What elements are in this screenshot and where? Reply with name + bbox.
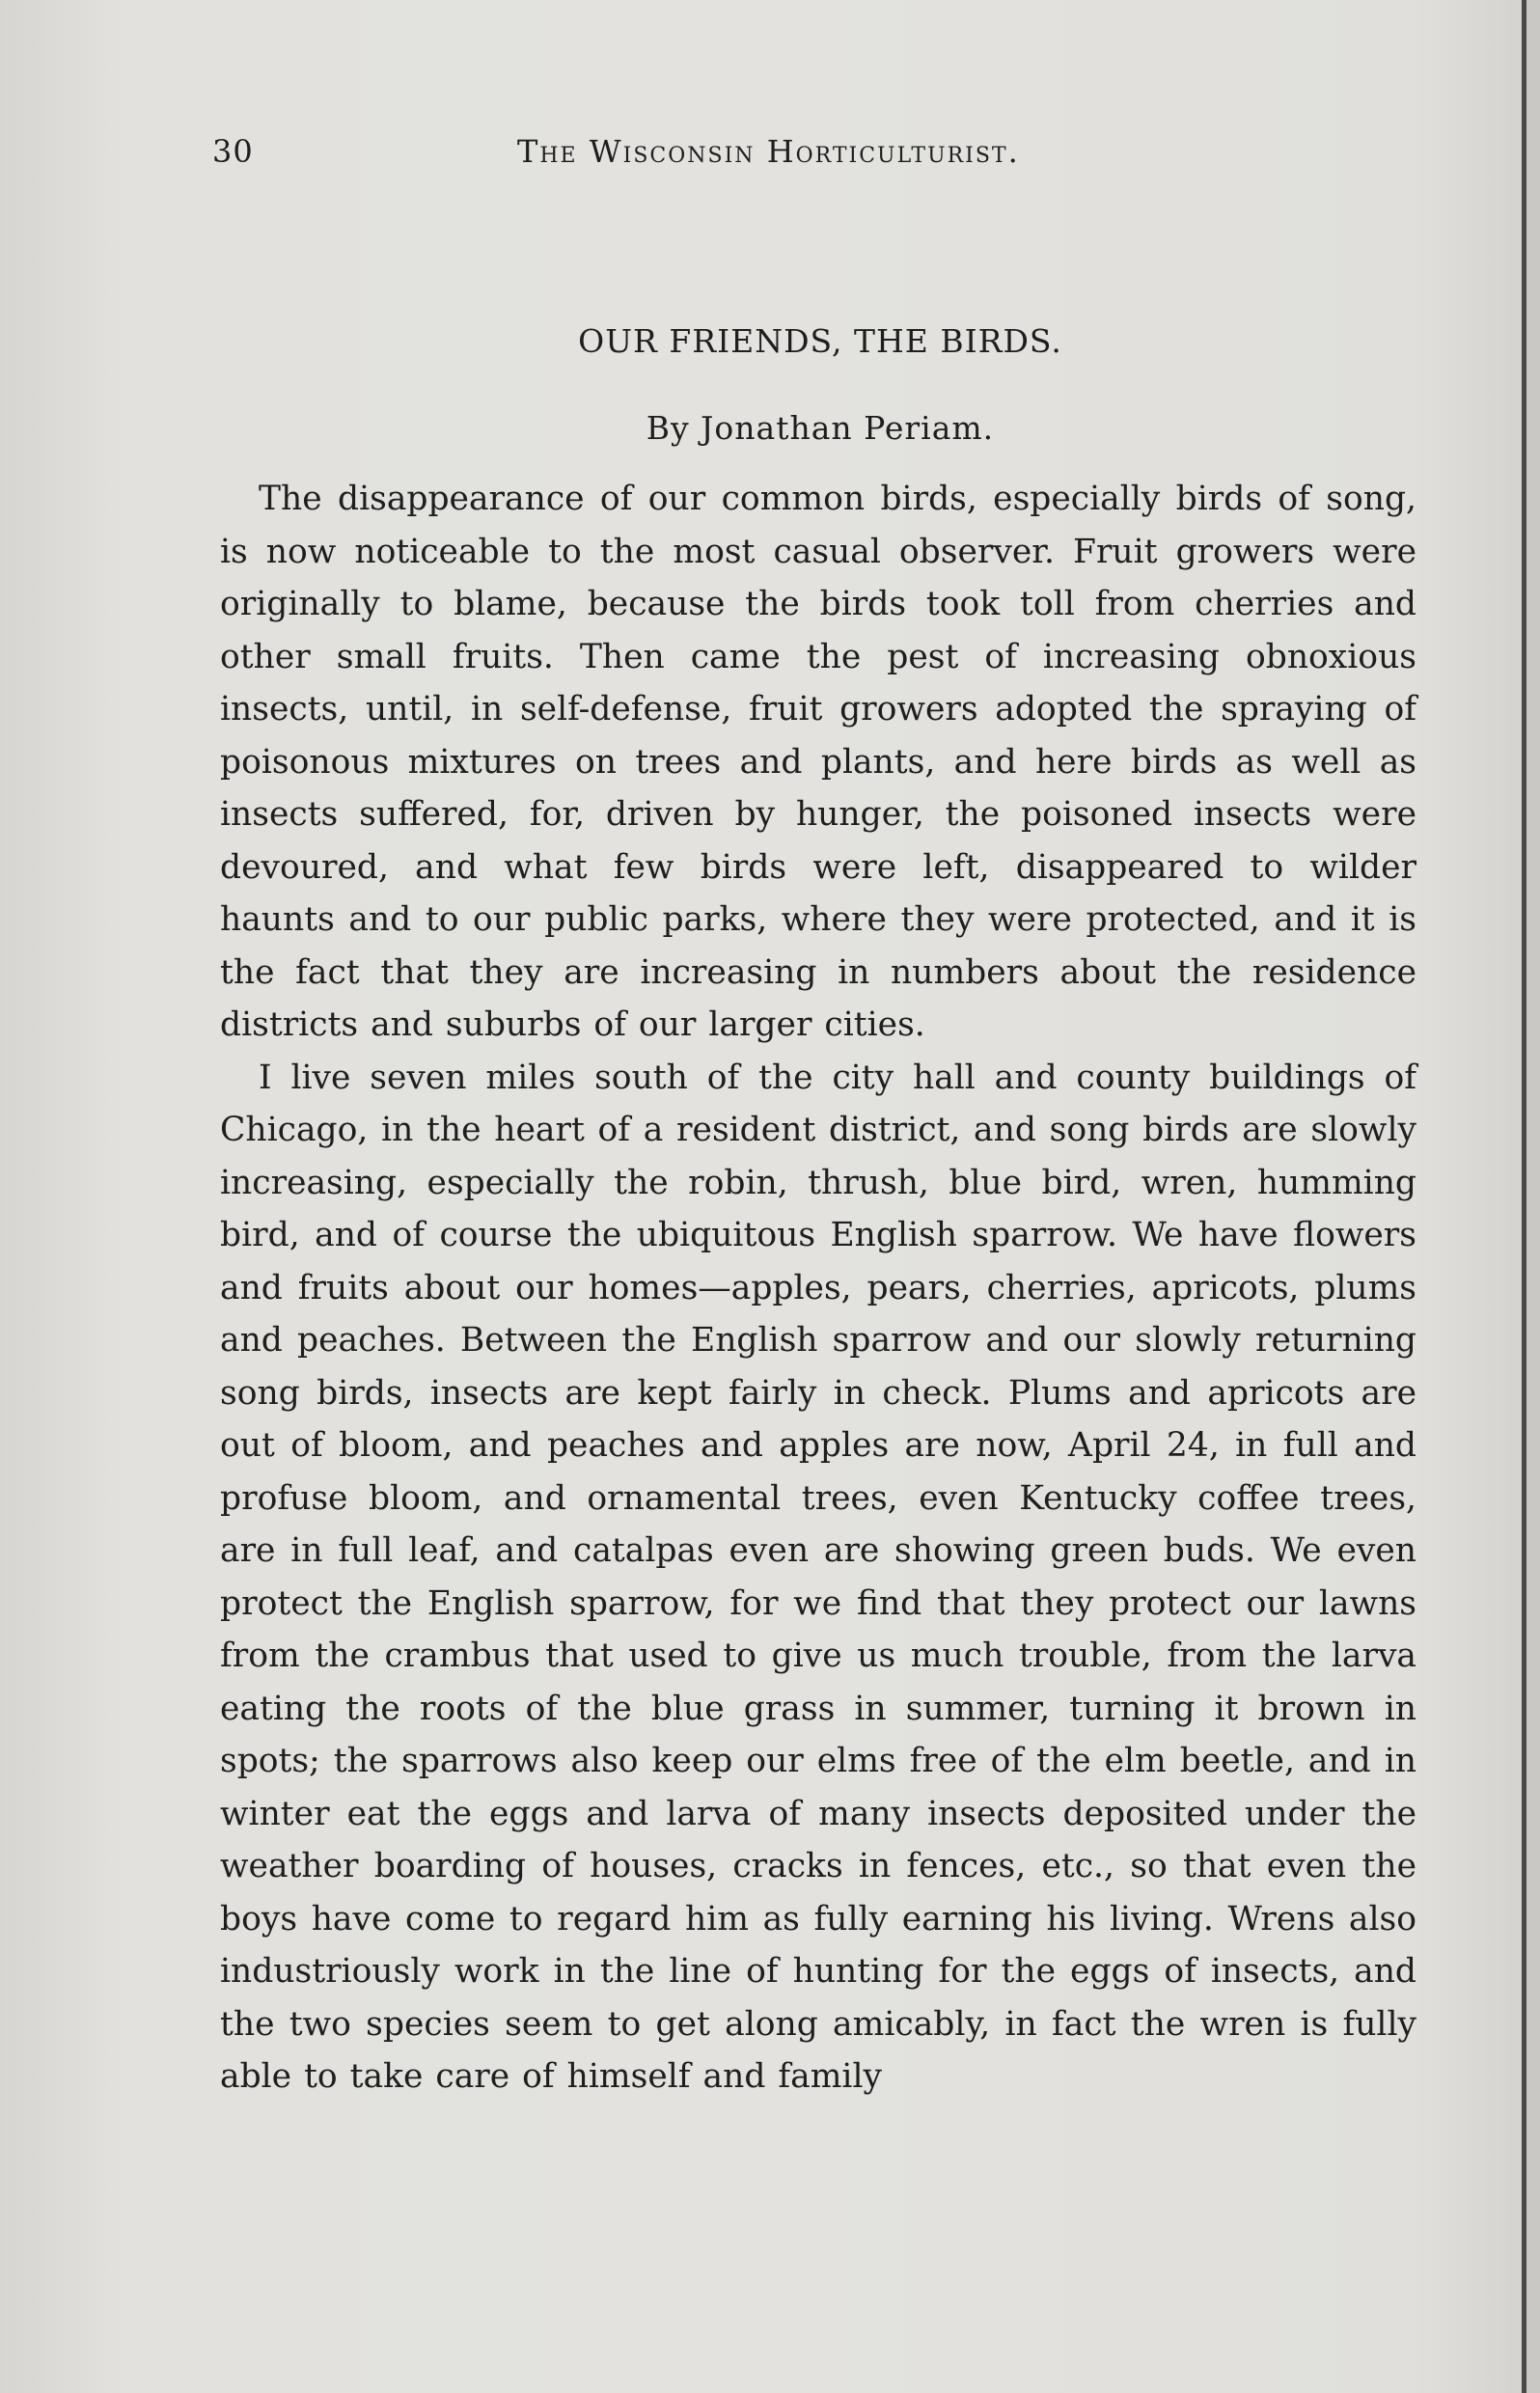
- page-number: 30: [212, 133, 254, 170]
- article-title: OUR FRIENDS, THE BIRDS.: [578, 322, 1062, 360]
- article-body: [220, 473, 1416, 2104]
- journal-title: The Wisconsin Horticulturist.: [517, 133, 1020, 170]
- paragraph: The disappearance of our common birds, especially birds of song, is now noticeable to the most casual observer. Fruit growers were originally to blame, because the birds took toll from cherries and other small fruits. Then came the pest of increasing obnoxious insects, until, in self-defense, fruit growers adopted the spraying of poisonous mixtures on trees and plants, and here birds as well as insects suffered, for, driven by hunger, the poisoned insects were devoured, and what few birds were left, disappeared to wilder haunts and to our public parks, where they were protected, and it is the fact that they are increasing in numbers about the residence districts and suburbs of our larger cities.: [220, 480, 1416, 1044]
- article-byline: By Jonathan Periam.: [646, 409, 995, 447]
- binding-edge-line: [1522, 0, 1526, 2393]
- paragraph: I live seven miles south of the city hall and county buildings of Chicago, in the heart of a resident district, and song birds are slowly increasing, especially the robin, thrush, blue bird, wren, humming bird, and of course the ubiquitous English sparrow. We have flowers and fruits about our homes—apples, pears, cherries, apricots, plums and peaches. Between the English sparrow and our slowly returning song birds, insects are kept fairly in check. Plums and apricots are out of bloom, and peaches and apples are now, April 24, in full and profuse bloom, and ornamental trees, even Kentucky coffee trees, are in full leaf, and catalpas even are showing green buds. We even protect the English sparrow, for we find that they protect our lawns from the crambus that used to give us much trouble, from the larva eating the roots of the blue grass in summer, turning it brown in spots; the sparrows also keep our elms free of the elm beetle, and in winter eat the eggs and larva of many insects deposited under the weather boarding of houses, cracks in fences, etc., so that even the boys have come to regard him as fully earning his living. Wrens also industriously work in the line of hunting for the eggs of insects, and the two species seem to get along amicably, in fact the wren is fully able to take care of himself and family: [220, 1058, 1416, 2096]
- running-head: [212, 133, 1293, 181]
- page-edge-shadow: [1526, 0, 1540, 2393]
